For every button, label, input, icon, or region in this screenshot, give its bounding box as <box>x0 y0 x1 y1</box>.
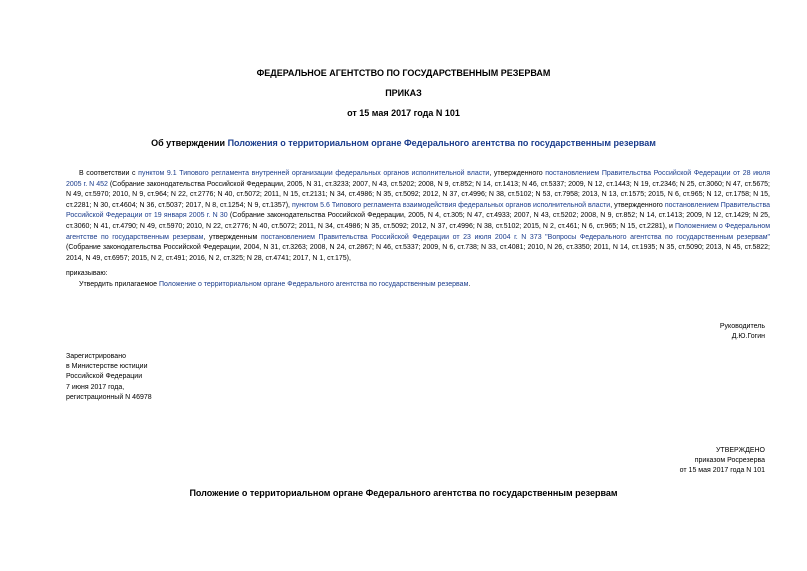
approval-line: приказом Росрезерва <box>694 457 765 465</box>
registration-line: в Министерстве юстиции <box>66 363 148 371</box>
link-resolution-452[interactable]: постановлением Правительства Российской Федерации от 28 июля 2005 г. N 452 <box>66 170 771 188</box>
preamble-text-2: , утвержденного <box>489 170 546 177</box>
link-resolution-30[interactable]: постановлением Правительства Российской Федерации от 19 января 2005 г. N 30 <box>66 201 770 220</box>
preamble-text-4: , утвержденного <box>610 201 665 209</box>
link-resolution-373[interactable]: постановлением Правительства Российской Федерации от 23 июля 2004 г. N 373 "Вопросы Федерального агентства по государственным резервам" <box>260 233 771 241</box>
preamble-text-1: В соответствии с <box>79 170 139 177</box>
registration-line: Российской Федерации <box>66 373 143 381</box>
preamble-paragraph <box>66 169 770 264</box>
link-territorial-body-regulation[interactable]: Положение о территориальном органе Федерального агентства по государственным резервам <box>159 281 469 288</box>
link-agency-regulation[interactable]: Положением о Федеральном агентстве по государственным резервам <box>66 222 771 241</box>
registration-block <box>66 352 152 403</box>
order-date-number: от 15 мая 2017 года N 101 <box>347 108 460 118</box>
registration-line: Зарегистрировано <box>66 353 126 360</box>
registration-line: регистрационный N 46978 <box>66 393 152 401</box>
approval-line: от 15 мая 2017 года N 101 <box>679 467 765 475</box>
preamble-text-3: (Собрание законодательства Российской Федерации, 2005, N 31, ст.3233; 2007, N 43, ст.5202; 2008, N 9, ст.852; N 14, ст.1413; N 46, ст.5337; 2009, N 12, ст.1443; N 19, ст.2346; N 25, ст.3060; N 47, ст.5675; N 49, ст.5970; 2010, N 9, ст.964; N 22, ст.2776; N 40, ст.5072; 2011, N 15, ст.2131; N 34, ст.4986; N 35, ст.5092; 2012, N 37, ст.4996; N 38, ст.5102; N 53, ст.7958; 2013, N 13, ст.1575; 2015, N 6, ст.965; N 12, ст.1758; N 15, ст.2281; N 30, ст.4604; N 36, ст.5037; 2017, N 8, ст.1254; N 9, ст.1357), <box>66 180 770 209</box>
title-regulation-link[interactable]: Положения о территориальном органе Федерального агентства по государственным резервам <box>227 138 656 148</box>
agency-name: ФЕДЕРАЛЬНОЕ АГЕНТСТВО ПО ГОСУДАРСТВЕННЫМ РЕЗЕРВАМ <box>256 68 551 78</box>
link-typical-regulation-internal[interactable]: пунктом 9.1 Типового регламента внутренней организации федеральных органов исполнительной власти <box>138 170 490 177</box>
title-prefix: Об утверждении <box>151 138 228 148</box>
signatory-position: Руководитель <box>719 323 765 330</box>
preamble-text-6: , утвержденным <box>203 233 261 241</box>
appendix-title: Положение о территориальном органе Федерального агентства по государственным резервам <box>189 488 618 498</box>
approval-line: УТВЕРЖДЕНО <box>715 447 765 454</box>
preamble-text-7: (Собрание законодательства Российской Федерации, 2004, N 31, ст.3263; 2008, N 24, ст.2867; N 46, ст.5337; 2009, N 6, ст.738; N 33, ст.4081; 2010, N 26, ст.3350; 2011, N 14, ст.1935; N 35, ст.5090; 2013, N 45, ст.5822; 2014, N 49, ст.6957; 2015, N 2, ст.491; 2016, N 2, ст.325; N 28, ст.4741; 2017, N 1, ст.175), <box>66 244 770 262</box>
order-title <box>0 138 807 148</box>
order-clause-text: Утвердить прилагаемое <box>79 281 160 288</box>
registration-line: 7 июня 2017 года, <box>66 383 125 391</box>
order-clause-end: . <box>468 281 471 288</box>
approval-block <box>680 446 765 477</box>
link-typical-regulation-interaction[interactable]: пунктом 5.6 Типового регламента взаимодействия федеральных органов исполнительной власти <box>291 201 611 209</box>
order-word: приказываю: <box>66 270 108 277</box>
signature-block <box>720 322 765 342</box>
order-clause <box>79 280 769 290</box>
document-type: ПРИКАЗ <box>385 88 422 98</box>
preamble-text-5: (Собрание законодательства Российской Федерации, 2005, N 4, ст.305; N 47, ст.4933; 2007, N 43, ст.5202; 2008, N 9, ст.852; N 14, ст.1413; 2009, N 12, ст.1429; N 25, ст.3060; N 41, ст.4790; N 49, ст.5970; 2010, N 22, ст.2776; N 40, ст.5072; 2011, N 34, ст.4986; N 35, ст.5092; 2012, N 37, ст.4996; N 38, ст.5102; 2015, N 2, ст.461; N 6, ст.965; N 15, ст.2281), и <box>66 212 770 230</box>
signatory-name: Д.Ю.Гогин <box>731 333 765 341</box>
